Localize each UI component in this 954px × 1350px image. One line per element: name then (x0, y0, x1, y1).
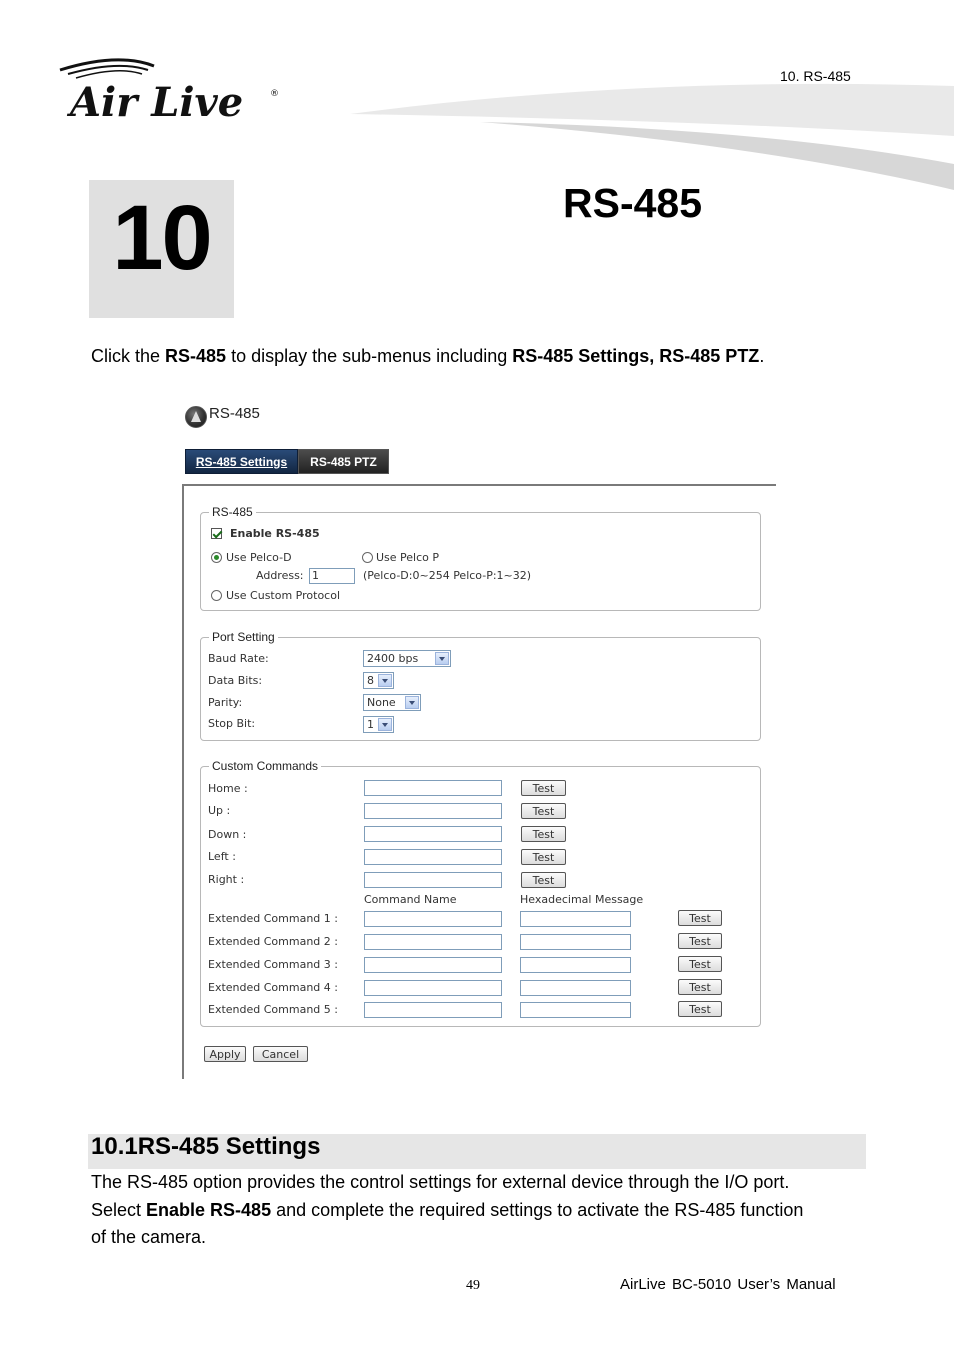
column-hex-message: Hexadecimal Message (520, 893, 644, 906)
home-test-button[interactable]: Test (521, 780, 566, 796)
page-number: 49 (466, 1278, 480, 1293)
data-bits-select[interactable]: 8 (363, 672, 394, 689)
tab-rs485-ptz[interactable]: RS-485 PTZ (298, 449, 389, 474)
left-command-input[interactable] (364, 849, 502, 865)
pelco-d-label: Use Pelco-D (226, 551, 292, 564)
chapter-number-box (89, 180, 234, 318)
cancel-button[interactable]: Cancel (253, 1046, 308, 1062)
section-title: 10.1RS-485 Settings (91, 1133, 321, 1160)
stop-bit-select[interactable]: 1 (363, 716, 394, 733)
port-setting-legend: Port Setting (212, 630, 275, 644)
svg-text:Air Live: Air Live (70, 79, 244, 122)
baud-rate-select[interactable]: 2400 bps (363, 650, 451, 667)
down-label: Down : (208, 828, 247, 841)
chevron-down-icon (405, 696, 419, 709)
chapter-title: RS-485 (563, 180, 703, 226)
extended-command-2-name-input[interactable] (364, 934, 502, 950)
extended-command-1-label: Extended Command 1 : (208, 912, 338, 925)
pelco-d-radio[interactable] (211, 552, 222, 563)
rs485-menu-icon (185, 406, 207, 428)
custom-protocol-label: Use Custom Protocol (226, 589, 341, 602)
airlive-logo (58, 58, 288, 122)
down-command-input[interactable] (364, 826, 502, 842)
right-test-button[interactable]: Test (521, 872, 566, 888)
pelco-p-radio[interactable] (362, 552, 373, 563)
extended-command-2-label: Extended Command 2 : (208, 935, 338, 948)
address-input[interactable]: 1 (309, 568, 355, 584)
address-hint: (Pelco-D:0~254 Pelco-P:1~32) (363, 569, 532, 582)
manual-title: AirLive BC-5010 User’s Manual (620, 1276, 836, 1293)
chevron-down-icon (435, 652, 449, 665)
intro-paragraph: Click the RS-485 to display the sub-menus including RS-485 Settings, RS-485 PTZ. (91, 346, 765, 366)
extended-command-4-label: Extended Command 4 : (208, 981, 338, 994)
stop-bit-label: Stop Bit: (208, 717, 256, 730)
extended-command-4-name-input[interactable] (364, 980, 502, 996)
svg-text:®: ® (270, 89, 279, 99)
parity-label: Parity: (208, 696, 243, 709)
extended-command-1-name-input[interactable] (364, 911, 502, 927)
data-bits-label: Data Bits: (208, 674, 263, 687)
extended-command-3-label: Extended Command 3 : (208, 958, 338, 971)
extended-command-3-test-button[interactable]: Test (678, 956, 722, 972)
enable-rs485-label: Enable RS-485 (230, 527, 320, 540)
extended-command-3-hex-input[interactable] (520, 957, 631, 973)
extended-command-1-test-button[interactable]: Test (678, 910, 722, 926)
custom-commands-legend: Custom Commands (212, 759, 319, 773)
address-label: Address: (256, 569, 304, 582)
port-setting-group (200, 630, 761, 741)
extended-command-3-name-input[interactable] (364, 957, 502, 973)
extended-command-5-label: Extended Command 5 : (208, 1003, 338, 1016)
pelco-p-label: Use Pelco P (376, 551, 440, 564)
tab-rs485-settings[interactable]: RS-485 Settings (185, 449, 298, 474)
chevron-down-icon (378, 718, 392, 731)
header-section-label: 10. RS-485 (780, 68, 851, 84)
right-command-input[interactable] (364, 872, 502, 888)
right-label: Right : (208, 873, 245, 886)
extended-command-2-hex-input[interactable] (520, 934, 631, 950)
extended-command-5-hex-input[interactable] (520, 1002, 631, 1018)
panel-border-left (182, 484, 184, 1079)
up-command-input[interactable] (364, 803, 502, 819)
rs485-group-legend: RS-485 (212, 505, 253, 519)
custom-protocol-radio[interactable] (211, 590, 222, 601)
extended-command-4-hex-input[interactable] (520, 980, 631, 996)
baud-rate-label: Baud Rate: (208, 652, 269, 665)
ui-heading: RS-485 (209, 405, 260, 422)
home-command-input[interactable] (364, 780, 502, 796)
up-label: Up : (208, 804, 231, 817)
extended-command-5-test-button[interactable]: Test (678, 1001, 722, 1017)
section-body: The RS-485 option provides the control settings for external device through the I/O port. Select Enable RS-485 and complete the required settings to activate the RS-485 function of the camera. (91, 1172, 804, 1247)
panel-border-top (183, 484, 776, 486)
extended-command-4-test-button[interactable]: Test (678, 979, 722, 995)
extended-command-1-hex-input[interactable] (520, 911, 631, 927)
home-label: Home : (208, 782, 248, 795)
extended-command-5-name-input[interactable] (364, 1002, 502, 1018)
left-test-button[interactable]: Test (521, 849, 566, 865)
up-test-button[interactable]: Test (521, 803, 566, 819)
apply-button[interactable]: Apply (204, 1046, 246, 1062)
enable-rs485-checkbox[interactable] (211, 528, 222, 539)
chapter-number: 10 (112, 187, 211, 289)
column-command-name: Command Name (364, 893, 457, 906)
left-label: Left : (208, 850, 236, 863)
chevron-down-icon (378, 674, 392, 687)
down-test-button[interactable]: Test (521, 826, 566, 842)
parity-select[interactable]: None (363, 694, 421, 711)
extended-command-2-test-button[interactable]: Test (678, 933, 722, 949)
